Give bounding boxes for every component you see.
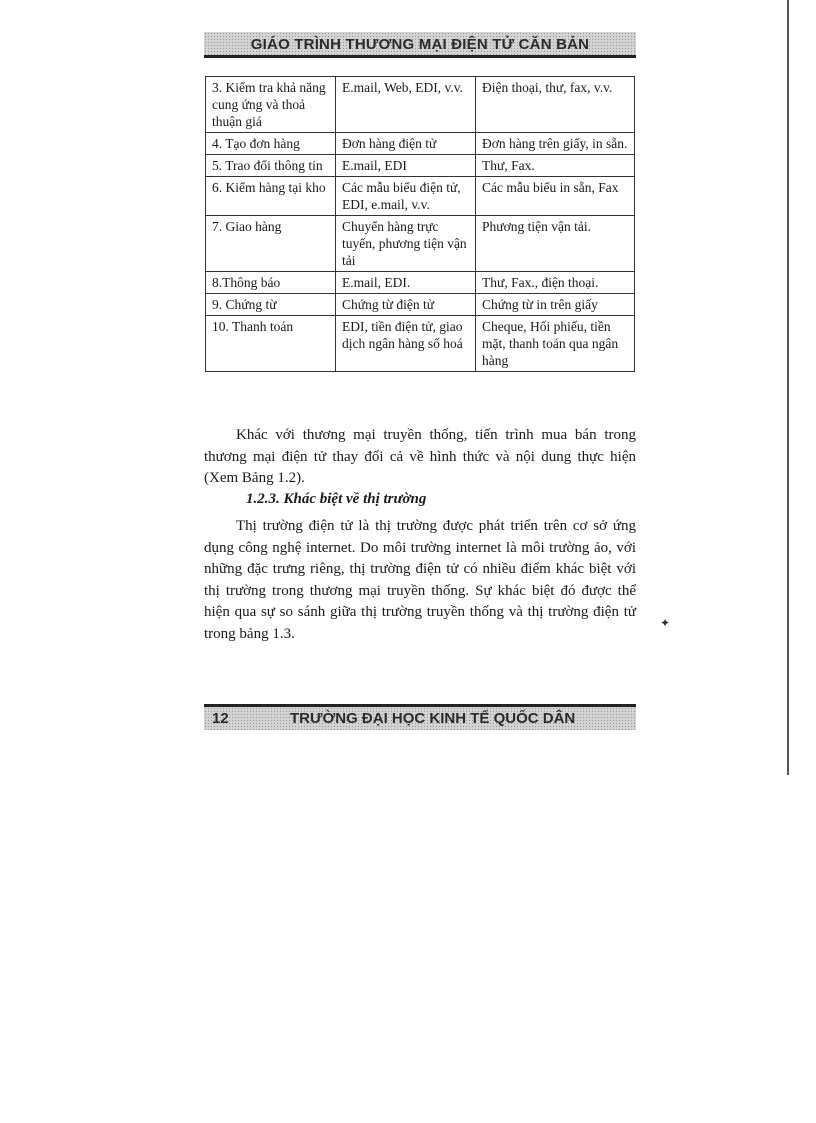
table-cell-ecommerce: Chứng từ điện tử [336,294,476,316]
table-cell-ecommerce: E.mail, EDI. [336,272,476,294]
table-cell-ecommerce: Các mẫu biểu điện tử, EDI, e.mail, v.v. [336,177,476,216]
table-row [206,272,635,294]
body-paragraph-intro: Khác với thương mại truyền thống, tiến trình mua bán trong thương mại điện tử thay đổi cả về hình thức và nội dung thực hiện (Xem Bảng 1.2). [204,427,636,486]
table-cell-step: 5. Trao đổi thông tin [206,155,336,177]
table-cell-step: 6. Kiểm hàng tại kho [206,177,336,216]
table-row [206,177,635,216]
page-number: 12 [212,710,229,727]
table-row [206,155,635,177]
table-cell-traditional: Phương tiện vận tải. [476,216,635,272]
table-cell-traditional: Thư, Fax. [476,155,635,177]
section-heading: 1.2.3. Khác biệt về thị trường [246,491,427,507]
table-cell-step: 7. Giao hàng [206,216,336,272]
table-cell-traditional: Chứng từ in trên giấy [476,294,635,316]
footer-title: TRƯỜNG ĐẠI HỌC KINH TẾ QUỐC DÂN [290,710,576,727]
table-cell-step: 8.Thông báo [206,272,336,294]
table-cell-step: 9. Chứng từ [206,294,336,316]
table-cell-ecommerce: Chuyển hàng trực tuyến, phương tiện vận tải [336,216,476,272]
table-cell-traditional: Thư, Fax., điện thoại. [476,272,635,294]
header-title: GIÁO TRÌNH THƯƠNG MẠI ĐIỆN TỬ CĂN BẢN [250,36,590,53]
table-row [206,216,635,272]
table-row [206,77,635,133]
table-cell-ecommerce: E.mail, Web, EDI, v.v. [336,77,476,133]
table-cell-traditional: Cheque, Hối phiếu, tiền mặt, thanh toán qua ngân hàng [476,316,635,372]
table-cell-step: 3. Kiểm tra khả năng cung ứng và thoả thuận giá [206,77,336,133]
body-paragraph-market: Thị trường điện tử là thị trường được phát triển trên cơ sở ứng dụng công nghệ internet. Do môi trường internet là môi trường ảo, với những đặc trưng riêng, thị trường điện tử có nhiều điểm khác biệt với thị trường trong thương mại truyền thống. Sự khác biệt đó được thể hiện qua sự so sánh giữa thị trường truyền thống và thị trường điện tử trong bảng 1.3. [204,518,636,642]
table-cell-step: 4. Tạo đơn hàng [206,133,336,155]
page-edge-rule [787,0,789,775]
table-cell-traditional: Điện thoại, thư, fax, v.v. [476,77,635,133]
table-cell-ecommerce: EDI, tiền điện tử, giao dịch ngân hàng số hoá [336,316,476,372]
scan-speck-mark: ✦ [660,616,671,630]
table-cell-traditional: Các mẫu biểu in sẵn, Fax [476,177,635,216]
table-row [206,133,635,155]
running-footer [204,704,636,730]
table-row [206,294,635,316]
table-row [206,316,635,372]
table-cell-traditional: Đơn hàng trên giấy, in sẵn. [476,133,635,155]
table-cell-ecommerce: E.mail, EDI [336,155,476,177]
table-cell-step: 10. Thanh toán [206,316,336,372]
table-cell-ecommerce: Đơn hàng điện tử [336,133,476,155]
running-header [204,32,636,58]
comparison-table [205,76,635,372]
